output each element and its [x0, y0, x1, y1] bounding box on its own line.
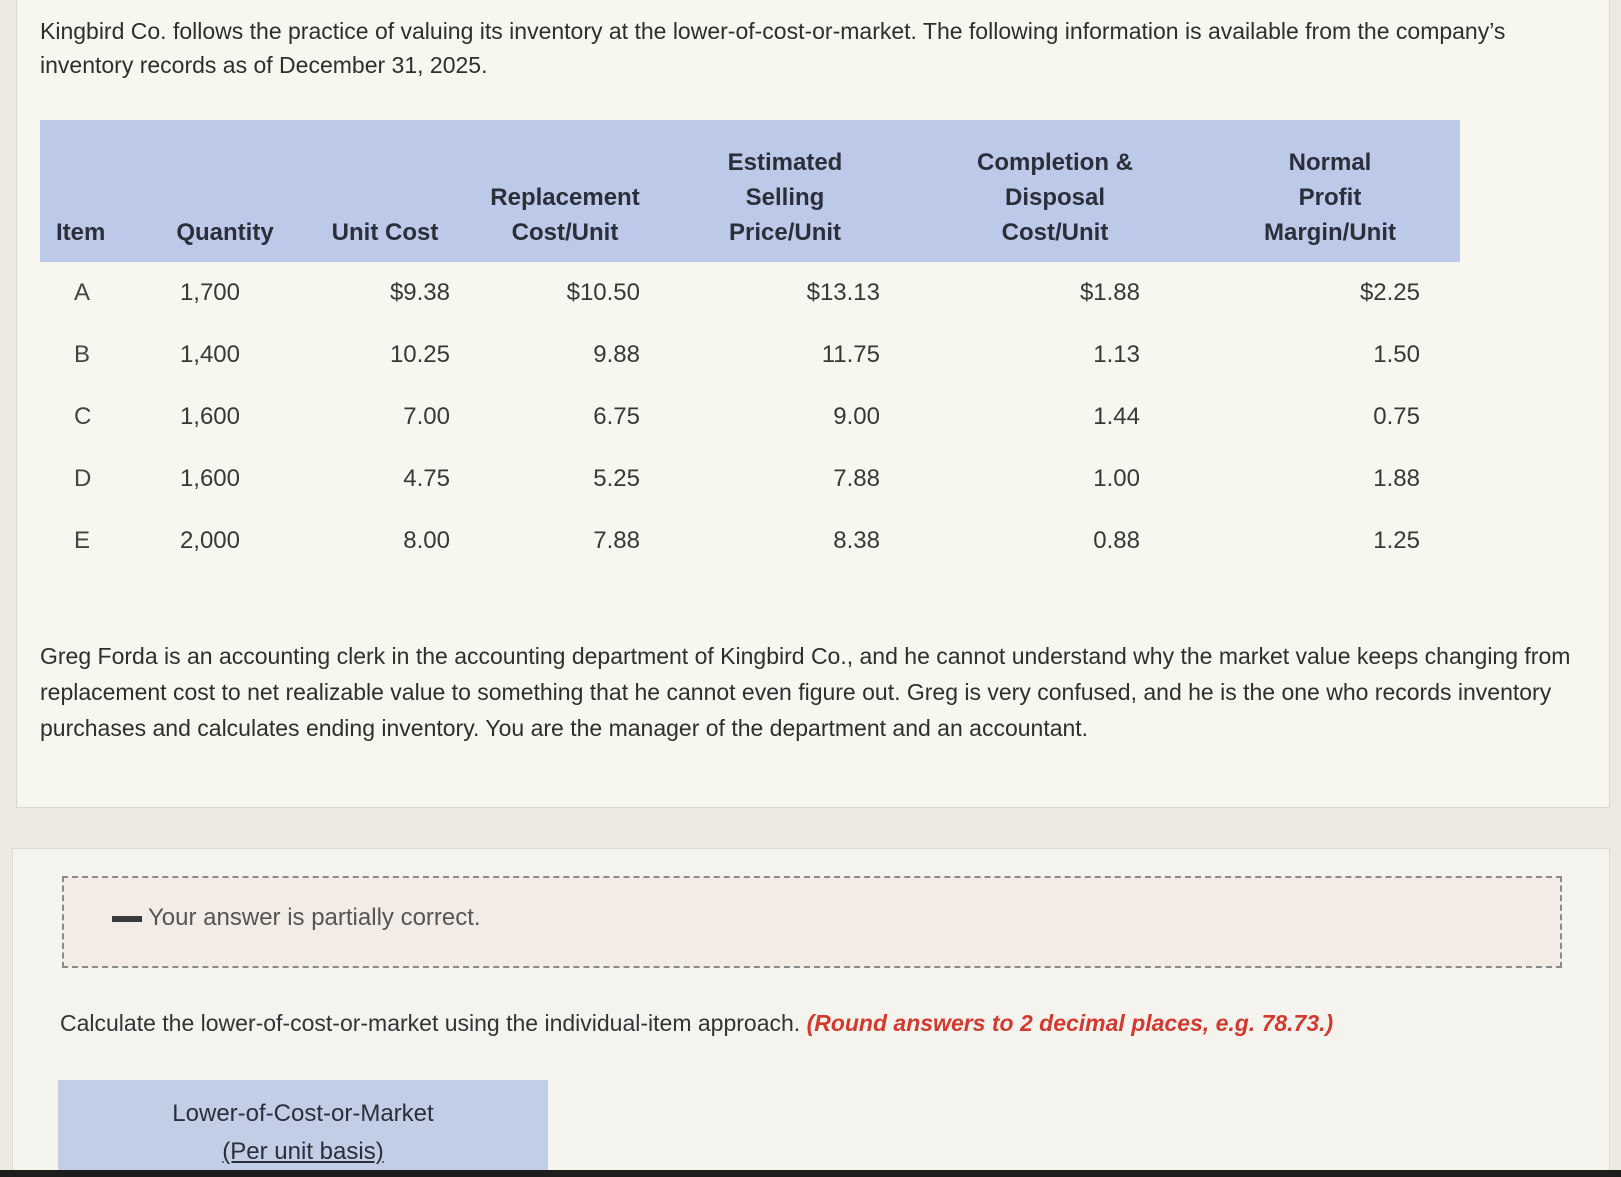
intro-text: Kingbird Co. follows the practice of valuing its inventory at the lower-of-cost-or-market. The following information is available from the company’s inventory records as of December 31, 2025.	[40, 18, 1506, 78]
header-selling-line3: Price/Unit	[728, 219, 842, 246]
scenario-text: Greg Forda is an accounting clerk in the accounting department of Kingbird Co., and he cannot understand why the market value keeps changing from replacement cost to net realizable value to something that he cannot even figure out. Greg is very confused, and he is the one who records inventory purchases and calculates ending inventory. You are the manager of the department and an accountant.	[40, 643, 1571, 741]
instruction-hint: (Round answers to 2 decimal places, e.g. 78.73.)	[806, 1010, 1334, 1036]
header-profit-margin	[1200, 120, 1460, 262]
cell-quantity: 1,700	[179, 279, 240, 306]
cell-replacement: 5.25	[593, 465, 640, 492]
inventory-table-wrapper	[40, 120, 1460, 572]
header-selling-line2: Selling	[745, 184, 825, 211]
cell-profit: $2.25	[1359, 279, 1420, 306]
table-row	[40, 386, 1460, 448]
cell-unit-cost: $9.38	[389, 279, 450, 306]
cell-item: A	[74, 279, 91, 306]
header-completion-cost	[910, 120, 1200, 262]
cell-profit: 1.25	[1373, 527, 1420, 554]
cell-replacement: $10.50	[566, 279, 640, 306]
cell-item: B	[74, 341, 91, 368]
instruction-main: Calculate the lower-of-cost-or-market using the individual-item approach.	[60, 1010, 807, 1036]
header-profit-line2: Profit	[1298, 184, 1362, 211]
cell-unit-cost: 7.00	[403, 403, 450, 430]
cell-selling: 11.75	[821, 341, 880, 368]
cell-replacement: 7.88	[593, 527, 640, 554]
cell-profit: 0.75	[1373, 403, 1420, 430]
header-replacement-cost	[470, 120, 660, 262]
table-row	[40, 510, 1460, 572]
instruction-text	[60, 1010, 1333, 1037]
inventory-table	[40, 120, 1460, 572]
header-completion-line1: Completion &	[977, 149, 1133, 176]
table-row	[40, 448, 1460, 510]
cell-replacement: 6.75	[593, 403, 640, 430]
table-row	[40, 262, 1460, 324]
cell-item: D	[74, 465, 92, 492]
table-header-row	[40, 120, 1460, 262]
cell-completion: 1.44	[1093, 403, 1140, 430]
header-unit-cost: Unit Cost	[331, 219, 439, 246]
cell-selling: 7.88	[833, 465, 880, 492]
cell-completion: $1.88	[1079, 279, 1140, 306]
cell-unit-cost: 4.75	[403, 465, 450, 492]
header-quantity: Quantity	[176, 219, 274, 246]
cell-selling: 9.00	[833, 403, 880, 430]
minus-icon	[112, 916, 142, 922]
cell-completion: 1.00	[1093, 465, 1140, 492]
header-replacement-line1: Replacement	[490, 184, 640, 211]
answer-header-subtitle: (Per unit basis)	[222, 1138, 384, 1165]
cell-completion: 1.13	[1093, 341, 1140, 368]
header-profit-line1: Normal	[1288, 149, 1372, 176]
header-completion-line3: Cost/Unit	[1001, 219, 1109, 246]
feedback-text: Your answer is partially correct.	[148, 904, 481, 931]
cell-selling: $13.13	[806, 279, 880, 306]
answer-table-header	[58, 1080, 548, 1177]
cell-quantity: 1,600	[179, 465, 240, 492]
cell-unit-cost: 10.25	[389, 341, 450, 368]
cell-profit: 1.88	[1373, 465, 1420, 492]
table-row	[40, 324, 1460, 386]
cell-unit-cost: 8.00	[403, 527, 450, 554]
header-profit-line3: Margin/Unit	[1264, 219, 1396, 246]
header-selling-line1: Estimated	[727, 149, 843, 176]
cell-replacement: 9.88	[593, 341, 640, 368]
cell-quantity: 1,600	[179, 403, 240, 430]
screen-bottom-edge	[0, 1170, 1621, 1177]
cell-profit: 1.50	[1373, 341, 1420, 368]
header-completion-line2: Disposal	[1004, 184, 1106, 211]
cell-item: E	[74, 527, 91, 554]
cell-quantity: 1,400	[179, 341, 240, 368]
header-item: Item	[56, 219, 106, 246]
cell-completion: 0.88	[1093, 527, 1140, 554]
answer-header-title: Lower-of-Cost-or-Market	[172, 1100, 434, 1127]
feedback-box	[62, 876, 1562, 968]
cell-selling: 8.38	[833, 527, 880, 554]
header-selling-price	[660, 120, 910, 262]
header-replacement-line2: Cost/Unit	[511, 219, 619, 246]
cell-item: C	[74, 403, 92, 430]
cell-quantity: 2,000	[179, 527, 240, 554]
